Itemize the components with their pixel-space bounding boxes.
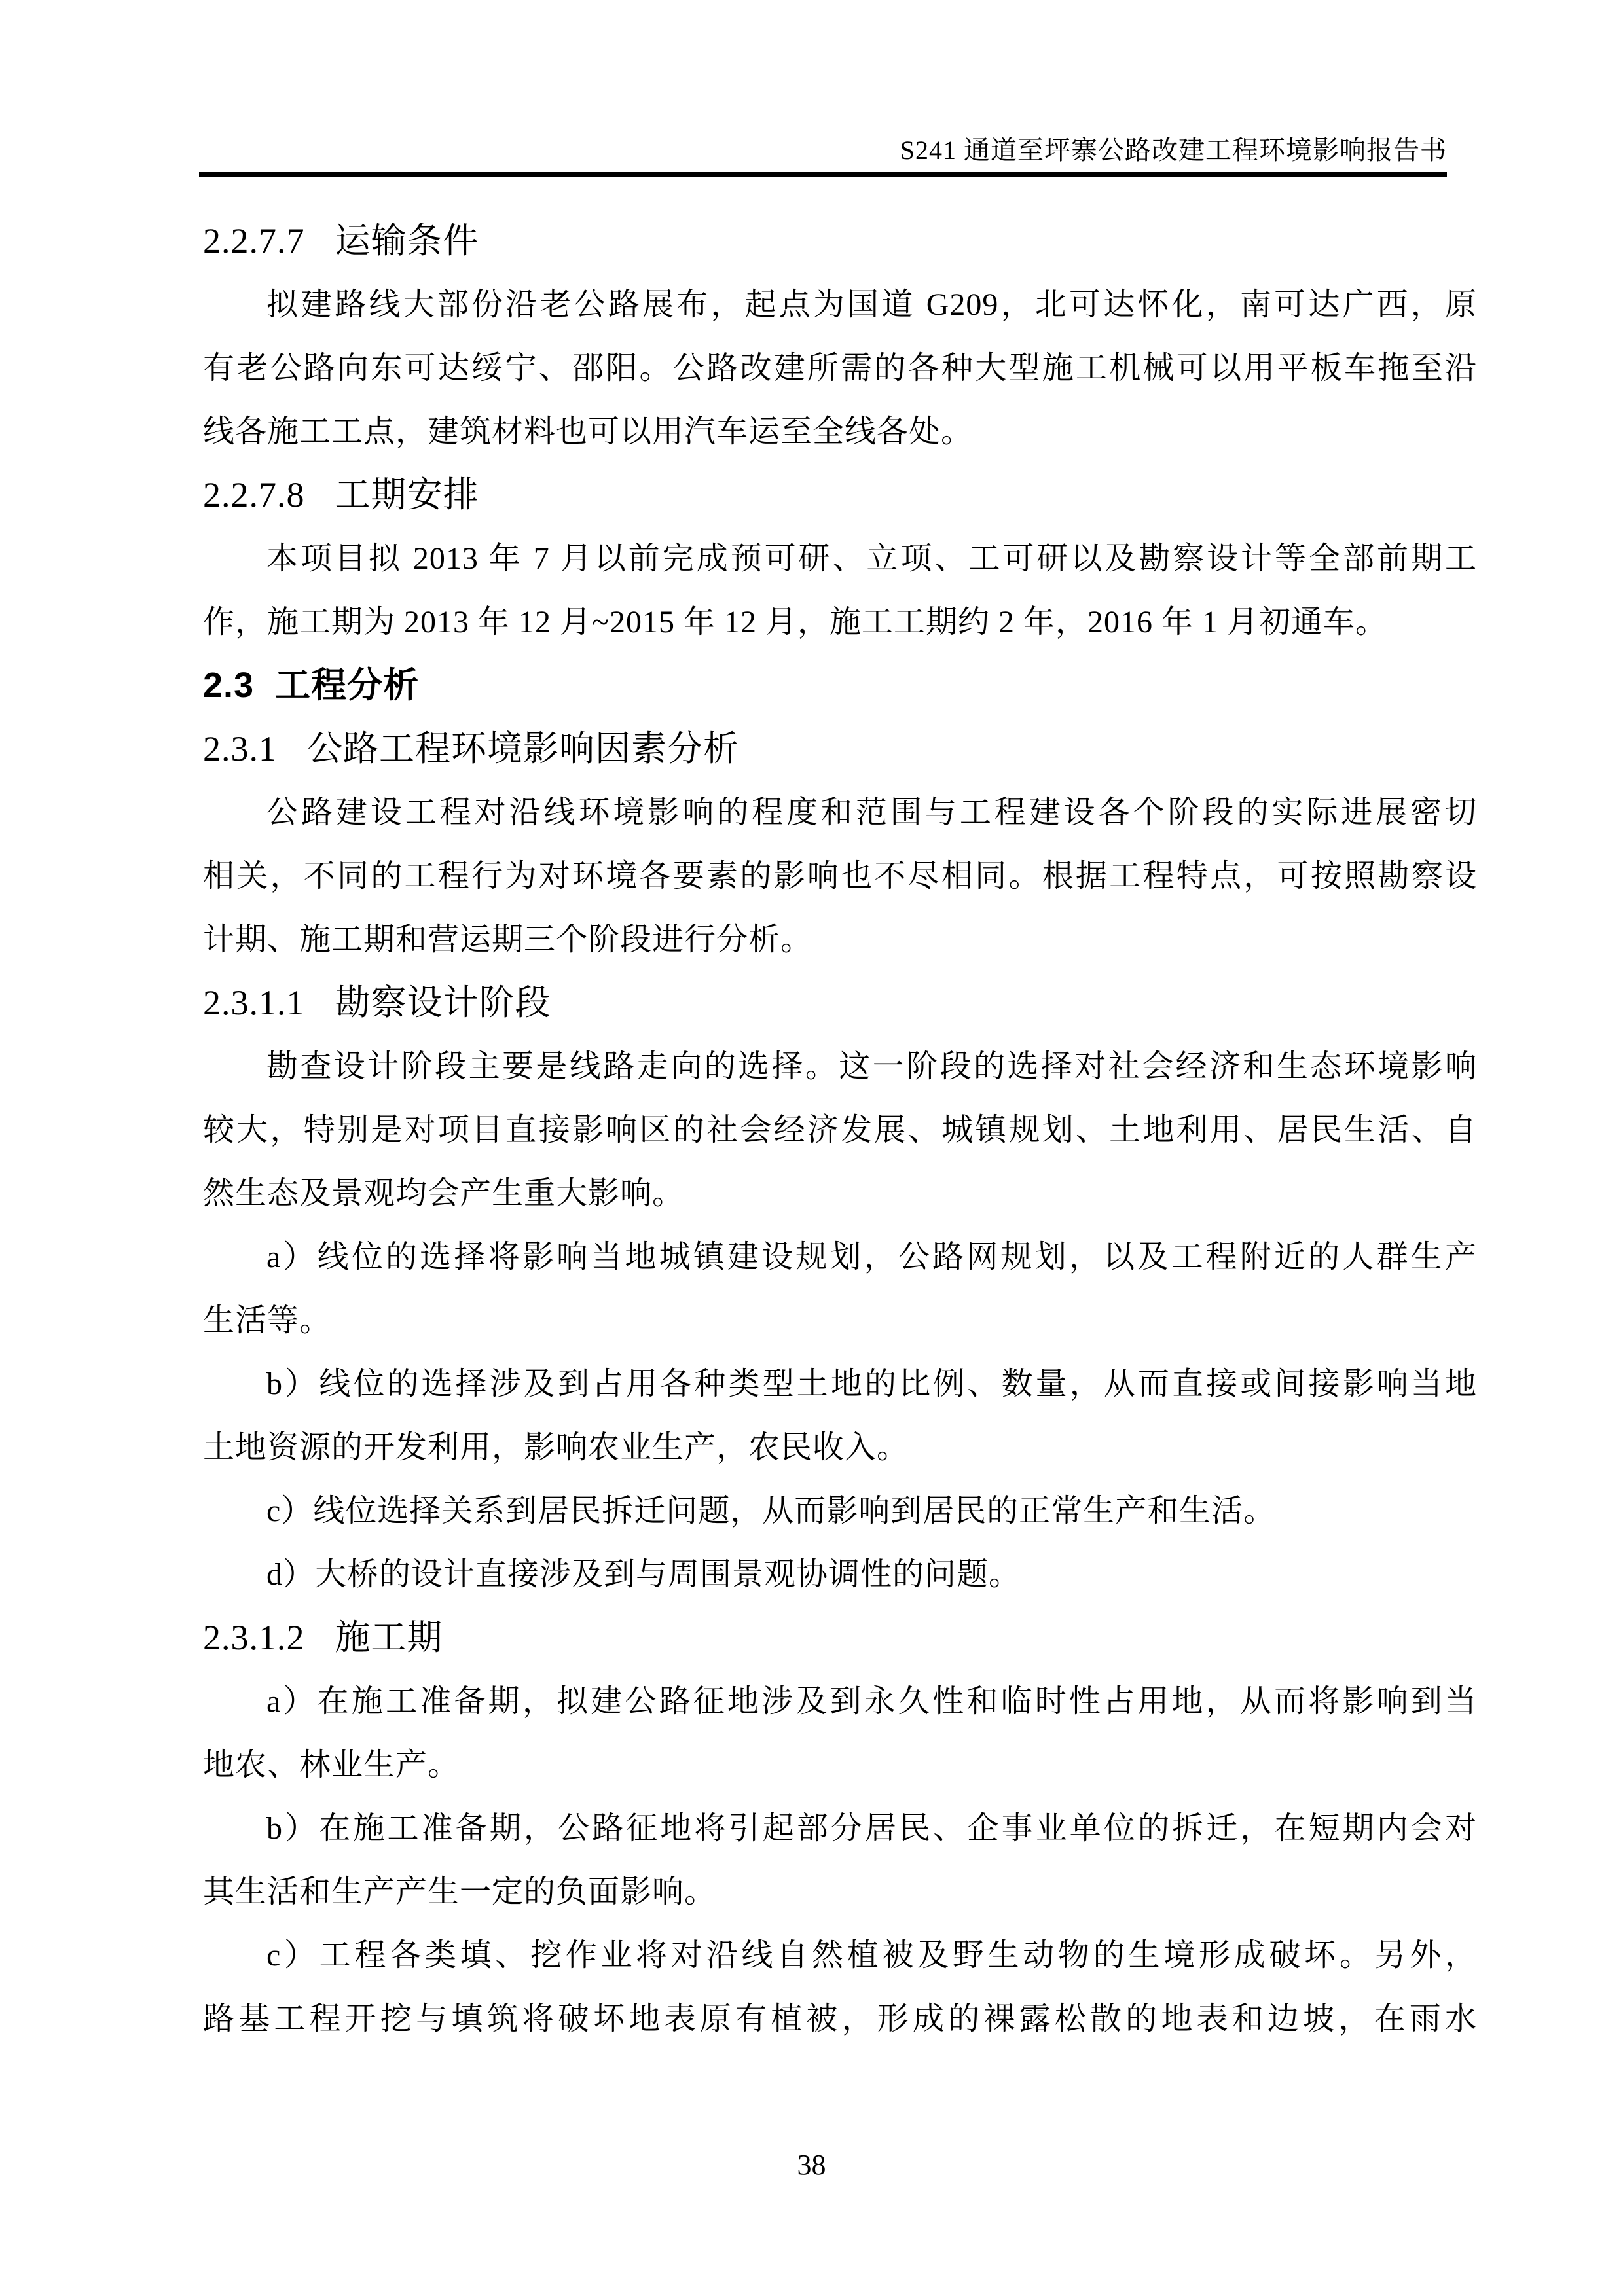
body-line: 较大，特别是对项目直接影响区的社会经济发展、城镇规划、土地利用、居民生活、自 (203, 1113, 1477, 1147)
document-body (203, 209, 1477, 2051)
body-line: 有老公路向东可达绥宁、邵阳。公路改建所需的各种大型施工机械可以用平板车拖至沿 (203, 351, 1477, 386)
heading-label: 施工期 (335, 1618, 443, 1657)
heading-label: 公路工程环境影响因素分析 (307, 729, 739, 768)
heading-label: 工程分析 (275, 666, 420, 705)
list-item-b-line: b）线位的选择涉及到占用各种类型土地的比例、数量，从而直接或间接影响当地 (266, 1367, 1477, 1401)
body-line: 其生活和生产产生一定的负面影响。 (203, 1874, 717, 1909)
body-line: 勘查设计阶段主要是线路走向的选择。这一阶段的选择对社会经济和生态环境影响 (266, 1049, 1477, 1084)
body-line: 线各施工工点，建筑材料也可以用汽车运至全线各处。 (203, 414, 974, 449)
section-heading-2-2-7-8 (203, 463, 1477, 527)
page-number: 38 (797, 2149, 826, 2181)
heading-label: 工期安排 (335, 475, 479, 514)
list-item-c-line: c）工程各类填、挖作业将对沿线自然植被及野生动物的生境形成破坏。另外， (266, 1938, 1477, 1973)
heading-number: 2.3 (203, 666, 255, 705)
heading-number: 2.2.7.7 (203, 221, 305, 260)
body-line: 然生态及景观均会产生重大影响。 (203, 1176, 685, 1211)
body-line: 拟建路线大部份沿老公路展布，起点为国道 G209，北可达怀化，南可达广西，原 (266, 287, 1477, 322)
section-heading-2-2-7-7 (203, 209, 1477, 273)
body-line: 作，施工期为 2013 年 12 月~2015 年 12 月，施工工期约 2 年，2016 年 1 月初通车。 (203, 605, 1387, 639)
list-item-a-line: a）在施工准备期，拟建公路征地涉及到永久性和临时性占用地，从而将影响到当 (266, 1684, 1477, 1719)
page-header-title: S241 通道至坪寨公路改建工程环境影响报告书 (900, 135, 1447, 165)
heading-number: 2.3.1.1 (203, 983, 305, 1022)
body-line: 路基工程开挖与填筑将破坏地表原有植被，形成的裸露松散的地表和边坡，在雨水 (203, 2001, 1477, 2036)
body-line: 土地资源的开发利用，影响农业生产，农民收入。 (203, 1430, 909, 1465)
section-heading-2-3-1 (203, 717, 1477, 781)
heading-number: 2.3.1.2 (203, 1618, 305, 1657)
section-heading-2-3 (203, 654, 1477, 717)
body-line: 公路建设工程对沿线环境影响的程度和范围与工程建设各个阶段的实际进展密切 (266, 795, 1477, 830)
list-item-b-line: b）在施工准备期，公路征地将引起部分居民、企事业单位的拆迁，在短期内会对 (266, 1811, 1477, 1846)
list-item-a-line: a）线位的选择将影响当地城镇建设规划，公路网规划，以及工程附近的人群生产 (266, 1240, 1477, 1274)
list-item-d-line: d）大桥的设计直接涉及到与周围景观协调性的问题。 (266, 1557, 1021, 1592)
body-line: 生活等。 (203, 1303, 332, 1338)
body-line: 地农、林业生产。 (203, 1748, 460, 1782)
section-heading-2-3-1-2 (203, 1606, 1477, 1670)
section-heading-2-3-1-1 (203, 971, 1477, 1035)
list-item-c-line: c）线位选择关系到居民拆迁问题，从而影响到居民的正常生产和生活。 (266, 1494, 1276, 1528)
heading-number: 2.2.7.8 (203, 475, 305, 514)
heading-number: 2.3.1 (203, 729, 277, 768)
body-line: 本项目拟 2013 年 7 月以前完成预可研、立项、工可研以及勘察设计等全部前期工 (266, 541, 1477, 576)
heading-label: 运输条件 (335, 221, 479, 260)
body-line: 相关，不同的工程行为对环境各要素的影响也不尽相同。根据工程特点，可按照勘察设 (203, 859, 1477, 893)
body-line: 计期、施工期和营运期三个阶段进行分析。 (203, 922, 813, 957)
heading-label: 勘察设计阶段 (335, 983, 551, 1022)
header-rule (199, 172, 1447, 177)
